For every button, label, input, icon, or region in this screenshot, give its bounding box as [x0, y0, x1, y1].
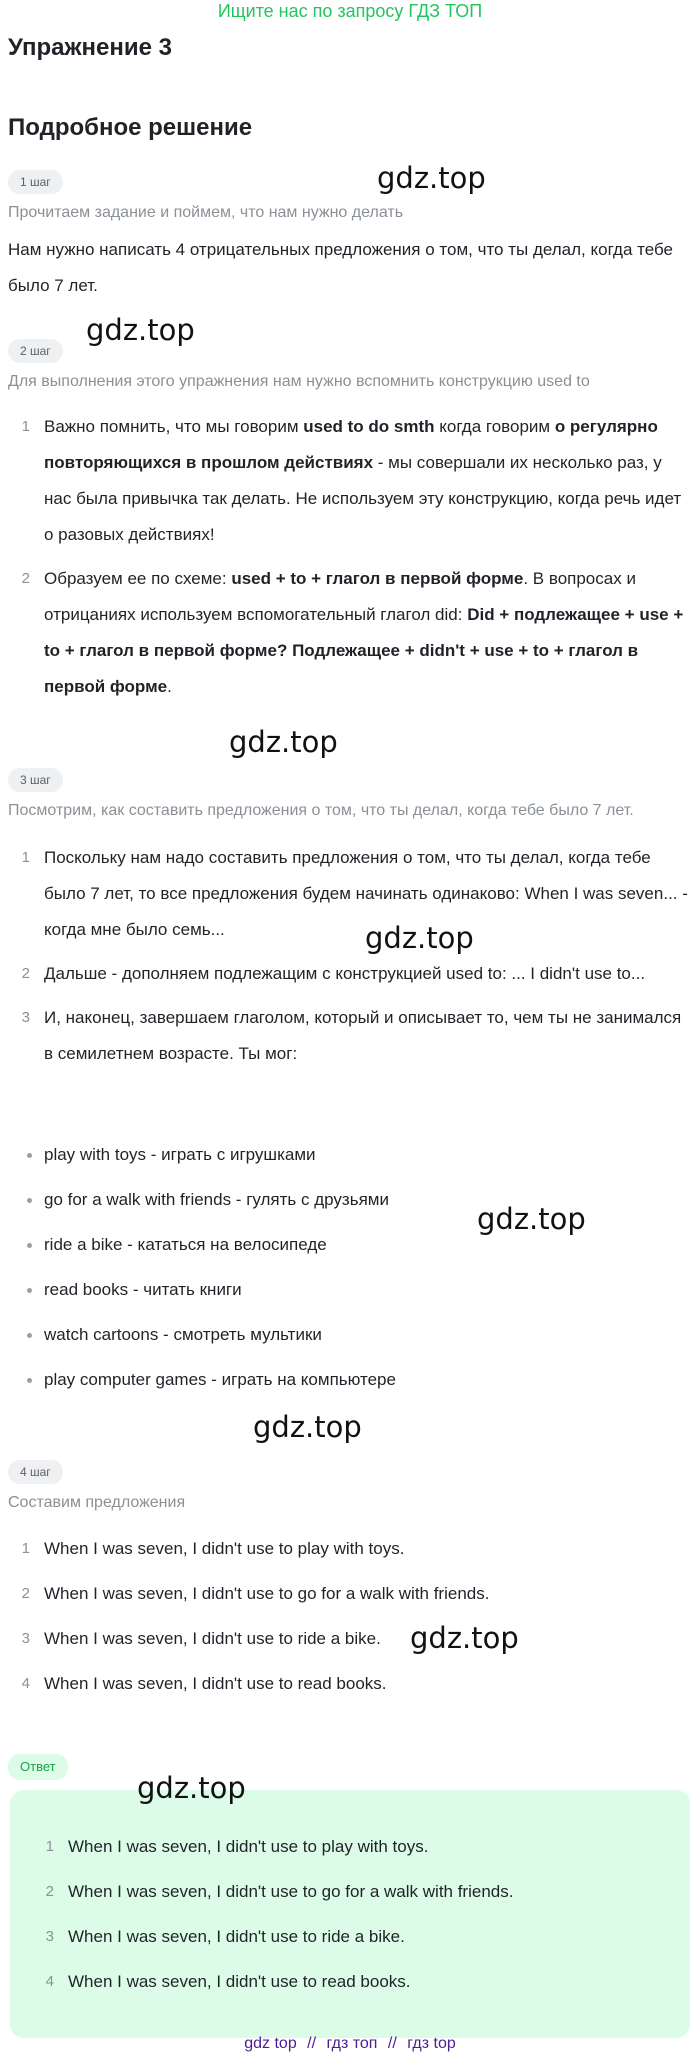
list-item	[8, 1531, 692, 1567]
bullet-item: play with toys - играть с игрушками	[8, 1143, 692, 1167]
list-number: 1	[21, 418, 30, 435]
step-2-subtitle: Для выполнения этого упражнения нам нужно вспомнить конструкцию used to	[8, 373, 590, 390]
list-item	[8, 956, 692, 992]
list-number: 3	[45, 1928, 54, 1945]
watermark: gdz.top	[253, 1410, 362, 1444]
watermark: gdz.top	[86, 313, 195, 347]
list-item	[32, 1874, 682, 1910]
watermark: gdz.top	[229, 725, 338, 759]
list-text: When I was seven, I didn't use to ride a bike.	[44, 1629, 381, 1648]
list-text: Поскольку нам надо составить предложения о том, что ты делал, когда тебе было 7 лет, то все предложения будем начинать одинаково: When I was seven... - когда мне было семь...	[44, 848, 688, 939]
footer-separator: //	[387, 2035, 397, 2052]
list-text: Дальше - дополняем подлежащим с конструкцией used to: ... I didn't use to...	[44, 964, 646, 983]
bullet-item: watch cartoons - смотреть мультики	[8, 1323, 692, 1347]
list-item	[8, 1000, 692, 1072]
step-2-list	[8, 409, 692, 705]
step-4-list	[8, 1531, 692, 1702]
bullet-icon	[8, 1278, 44, 1302]
list-number: 2	[21, 570, 30, 587]
step-1-text: Нам нужно написать 4 отрицательных предложения о том, что ты делал, когда тебе было 7 лет.	[8, 240, 673, 295]
step-2-badge: 2 шаг	[8, 339, 63, 363]
exercise-title: Упражнение 3	[8, 34, 172, 61]
list-text: Важно помнить, что мы говорим used to do smth когда говорим о регулярно повторяющихся в прошлом действиях - мы совершали их несколько раз, у нас была привычка так делать. Не используем эту конструкцию, когда речь идет о разовых действиях!	[44, 417, 682, 544]
bullet-icon	[8, 1233, 44, 1257]
list-number: 4	[21, 1675, 30, 1692]
list-item	[8, 1621, 692, 1657]
top-search-banner[interactable]: Ищите нас по запросу ГДЗ ТОП	[217, 1, 483, 21]
list-text: Образуем ее по схеме: used + to + глагол в первой форме. В вопросах и отрицаниях используем вспомогательный глагол did: Did + подлежащее + use + to + глагол в первой форме? Подлежащее + didn't + use + to + глагол в первой форме.	[44, 569, 684, 696]
list-text: When I was seven, I didn't use to play with toys.	[68, 1837, 429, 1856]
answer-list	[32, 1829, 682, 2000]
list-item	[8, 409, 692, 553]
bullet-icon	[8, 1323, 44, 1347]
list-number: 1	[21, 849, 30, 866]
solution-title: Подробное решение	[8, 114, 253, 141]
watermark: gdz.top	[137, 1771, 246, 1805]
bullet-icon	[8, 1368, 44, 1392]
list-number: 3	[21, 1630, 30, 1647]
bullet-item: read books - читать книги	[8, 1278, 692, 1302]
list-number: 2	[21, 1585, 30, 1602]
list-text: When I was seven, I didn't use to read books.	[44, 1674, 387, 1693]
footer-separator: //	[307, 2035, 317, 2052]
bullet-item: ride a bike - кататься на велосипеде	[8, 1233, 692, 1257]
list-item	[8, 561, 692, 705]
list-number: 2	[45, 1883, 54, 1900]
step-3-subtitle: Посмотрим, как составить предложения о том, что ты делал, когда тебе было 7 лет.	[8, 802, 634, 819]
list-number: 1	[45, 1838, 54, 1855]
list-item	[8, 1576, 692, 1612]
bullet-icon	[8, 1188, 44, 1212]
bullet-item: play computer games - играть на компьютере	[8, 1368, 692, 1392]
footer-links	[0, 2033, 700, 2055]
watermark: gdz.top	[377, 161, 486, 195]
bullet-item: go for a walk with friends - гулять с друзьями	[8, 1188, 692, 1212]
step-3-badge: 3 шаг	[8, 768, 63, 792]
footer-link-gdz-top-mixed[interactable]: гдз top	[407, 2035, 456, 2052]
bullet-icon	[8, 1143, 44, 1167]
list-number: 3	[21, 1009, 30, 1026]
list-text: When I was seven, I didn't use to go for a walk with friends.	[44, 1584, 490, 1603]
watermark: gdz.top	[477, 1202, 586, 1236]
step-1-subtitle: Прочитаем задание и поймем, что нам нужно делать	[8, 204, 404, 221]
list-item	[8, 840, 692, 948]
list-number: 2	[21, 965, 30, 982]
list-item	[8, 1666, 692, 1702]
watermark: gdz.top	[410, 1621, 519, 1655]
answer-badge: Ответ	[8, 1754, 68, 1780]
step-4-badge: 4 шаг	[8, 1460, 63, 1484]
footer-link-gdz-top-ru[interactable]: гдз топ	[326, 2035, 378, 2052]
list-text: When I was seven, I didn't use to play with toys.	[44, 1539, 405, 1558]
step-4-subtitle: Составим предложения	[8, 1494, 186, 1511]
list-text: When I was seven, I didn't use to go for a walk with friends.	[68, 1882, 514, 1901]
list-item	[32, 1919, 682, 1955]
step-3-list	[8, 840, 692, 1072]
list-text: И, наконец, завершаем глаголом, который и описывает то, чем ты не занимался в семилетнем возрасте. Ты мог:	[44, 1008, 682, 1063]
verb-bullet-list	[8, 1143, 692, 1392]
list-text: When I was seven, I didn't use to ride a bike.	[68, 1927, 405, 1946]
watermark: gdz.top	[365, 921, 474, 955]
footer-link-gdz-top[interactable]: gdz top	[244, 2035, 297, 2052]
list-text: When I was seven, I didn't use to read books.	[68, 1972, 411, 1991]
list-item	[32, 1829, 682, 1865]
list-number: 1	[21, 1540, 30, 1557]
step-1-badge: 1 шаг	[8, 170, 63, 194]
list-item	[32, 1964, 682, 2000]
list-number: 4	[45, 1973, 54, 1990]
